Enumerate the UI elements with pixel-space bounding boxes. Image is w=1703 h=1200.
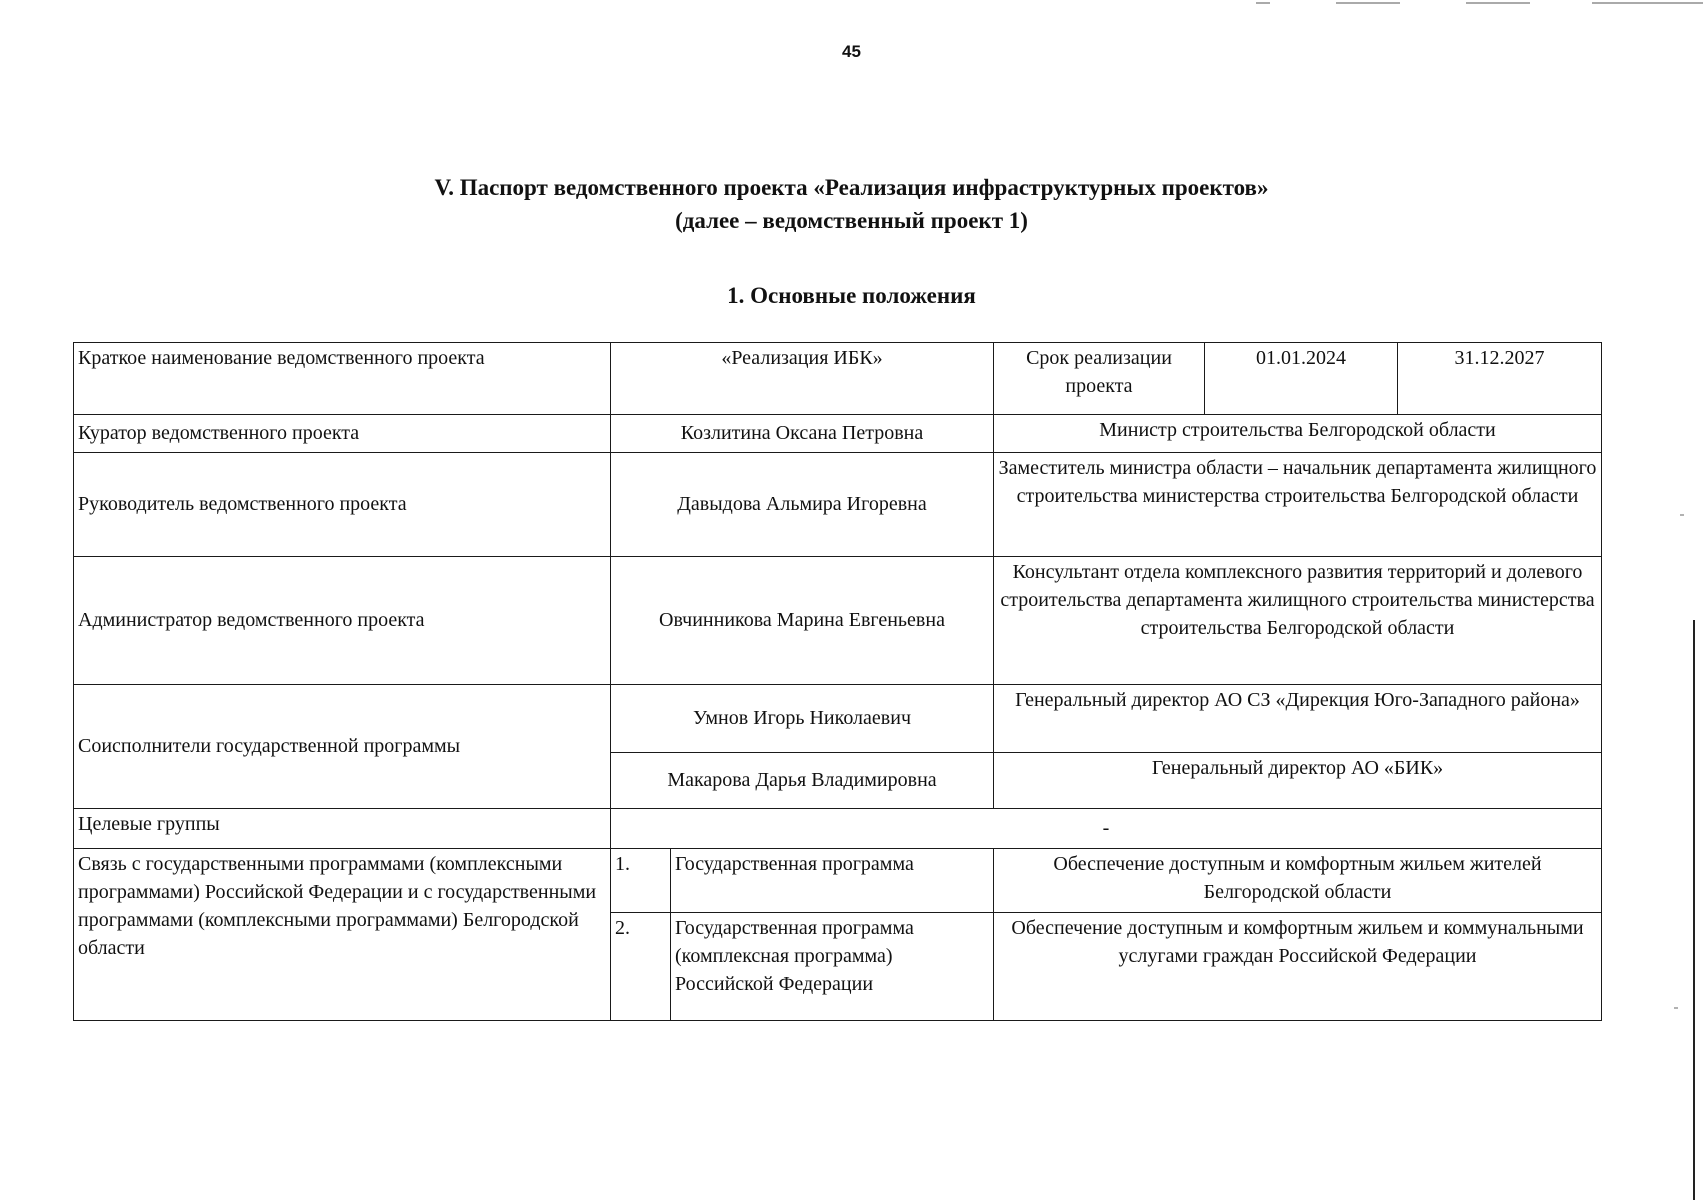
section-title: 1. Основные положения: [727, 283, 976, 308]
leader-label: Руководитель ведомственного проекта: [74, 453, 611, 557]
leader-position: Заместитель министра области – начальник департамента жилищного строительства министерства строительства Белгородской области: [994, 453, 1602, 557]
table-row-leader: [74, 453, 1602, 557]
program-link-name: Обеспечение доступным и комфортным жильем и коммунальными услугами граждан Российской Федерации: [994, 913, 1602, 1021]
administrator-position: Консультант отдела комплексного развития территорий и долевого строительства департамента жилищного строительства министерства строительства Белгородской области: [994, 557, 1602, 685]
table-row-short-name: [74, 343, 1602, 415]
table-row-curator: [74, 415, 1602, 453]
coexecutor-name: Макарова Дарья Владимировна: [611, 753, 994, 809]
table-row-administrator: [74, 557, 1602, 685]
administrator-name: Овчинникова Марина Евгеньевна: [611, 557, 994, 685]
document-title-line1: V. Паспорт ведомственного проекта «Реализация инфраструктурных проектов»: [434, 175, 1269, 200]
short-name-value: «Реализация ИБК»: [611, 343, 994, 415]
end-date: 31.12.2027: [1398, 343, 1602, 415]
curator-name: Козлитина Оксана Петровна: [611, 415, 994, 453]
document-title-line2: (далее – ведомственный проект 1): [675, 208, 1028, 233]
coexecutors-label: Соисполнители государственной программы: [74, 685, 611, 809]
table-row-coexecutor: [74, 685, 1602, 753]
coexecutor-position: Генеральный директор АО «БИК»: [994, 753, 1602, 809]
passport-table: [73, 342, 1602, 1021]
leader-name: Давыдова Альмира Игоревна: [611, 453, 994, 557]
curator-label: Куратор ведомственного проекта: [74, 415, 611, 453]
target-groups-value: -: [611, 809, 1602, 849]
table-row-target-groups: [74, 809, 1602, 849]
table-row-program-link: [74, 849, 1602, 913]
page-number: 45: [842, 42, 861, 61]
target-groups-label: Целевые группы: [74, 809, 611, 849]
short-name-label: Краткое наименование ведомственного проекта: [74, 343, 611, 415]
coexecutor-name: Умнов Игорь Николаевич: [611, 685, 994, 753]
start-date: 01.01.2024: [1205, 343, 1398, 415]
coexecutor-position: Генеральный директор АО СЗ «Дирекция Юго-Западного района»: [994, 685, 1602, 753]
program-link-number: 2.: [611, 913, 671, 1021]
curator-position: Министр строительства Белгородской области: [994, 415, 1602, 453]
program-link-number: 1.: [611, 849, 671, 913]
administrator-label: Администратор ведомственного проекта: [74, 557, 611, 685]
term-label: Срок реализации проекта: [994, 343, 1205, 415]
program-links-label: Связь с государственными программами (комплексными программами) Российской Федерации и с государственными программами (комплексными программами) Белгородской области: [74, 849, 611, 1021]
program-link-type: Государственная программа: [671, 849, 994, 913]
program-link-name: Обеспечение доступным и комфортным жильем жителей Белгородской области: [994, 849, 1602, 913]
program-link-type: Государственная программа (комплексная программа) Российской Федерации: [671, 913, 994, 1021]
